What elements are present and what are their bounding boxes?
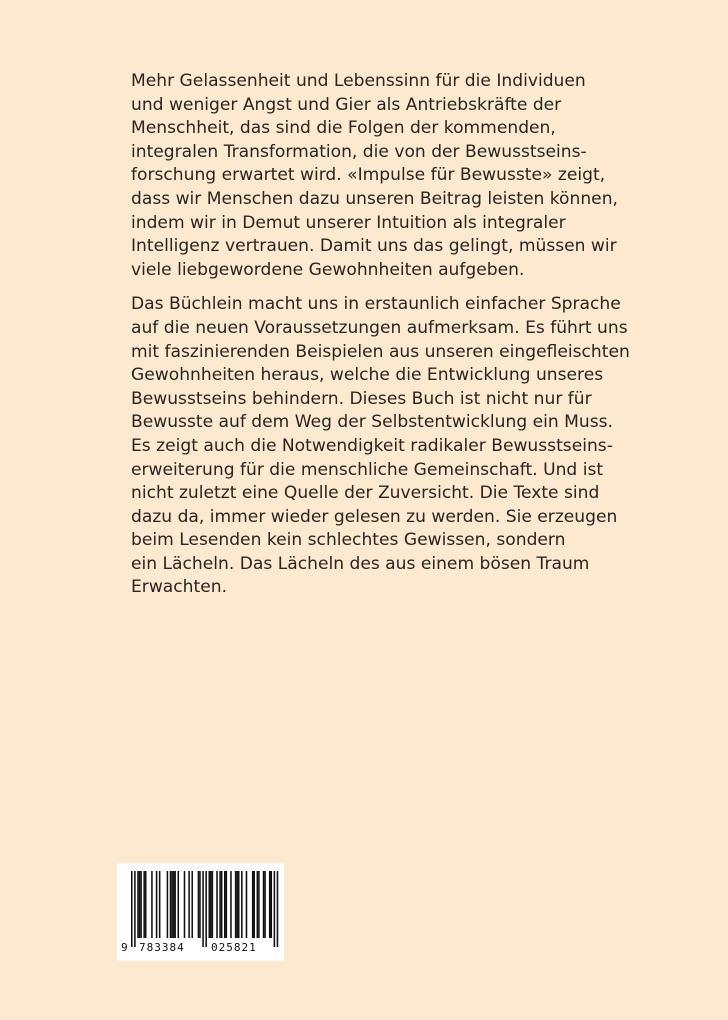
barcode-bar bbox=[178, 871, 180, 938]
blurb-line: dazu da, immer wieder gelesen zu werden. Sie erzeugen bbox=[131, 506, 618, 527]
barcode-bar bbox=[198, 871, 200, 938]
barcode-left-digits: 783384 bbox=[139, 941, 185, 954]
barcode-bar bbox=[241, 871, 243, 938]
blurb-line: nicht zuletzt eine Quelle der Zuversicht. Die Texte sind bbox=[131, 483, 600, 504]
barcode-bar bbox=[139, 871, 141, 938]
barcode-bar bbox=[236, 871, 238, 938]
blurb-line: Erwachten. bbox=[131, 577, 228, 598]
barcode-bar bbox=[238, 871, 240, 938]
barcode-bar bbox=[226, 871, 228, 938]
barcode-bar bbox=[140, 871, 142, 938]
barcode-bar bbox=[221, 871, 223, 938]
barcode-bar bbox=[151, 871, 153, 938]
blurb-paragraph-1 bbox=[131, 70, 618, 282]
barcode-bar bbox=[210, 871, 212, 938]
barcode-bar bbox=[188, 871, 190, 938]
barcode-bar bbox=[271, 871, 273, 938]
barcode-bar bbox=[246, 871, 248, 938]
barcode-bar bbox=[156, 871, 158, 938]
blurb-line: auf die neuen Voraussetzungen aufmerksam. Es führt uns bbox=[131, 317, 628, 338]
barcode-bar bbox=[253, 871, 255, 938]
barcode-bar bbox=[209, 871, 211, 938]
barcode-bar bbox=[216, 871, 218, 938]
barcode-bar bbox=[184, 871, 186, 938]
blurb-line: Bewusstseins behindern. Dieses Buch ist nicht nur für bbox=[131, 388, 592, 409]
blurb-line: Gewohnheiten heraus, welche die Entwicklung unseres bbox=[131, 365, 604, 386]
blurb-line: und weniger Angst und Gier als Antriebskräfte der bbox=[131, 94, 562, 115]
barcode-right-digits: 025821 bbox=[211, 941, 257, 954]
barcode-bar bbox=[131, 871, 133, 947]
blurb-line: Intelligenz vertrauen. Damit uns das gelingt, müssen wir bbox=[131, 236, 617, 257]
barcode-first-digit: 9 bbox=[121, 941, 129, 954]
barcode-bar bbox=[171, 871, 173, 938]
barcode-bar bbox=[277, 871, 279, 947]
barcode-bar bbox=[219, 871, 221, 938]
back-cover-blurb bbox=[131, 70, 630, 600]
barcode-bar bbox=[224, 871, 226, 938]
barcode-bar bbox=[212, 871, 214, 938]
barcode-bar bbox=[264, 871, 266, 938]
barcode-bar bbox=[145, 871, 147, 938]
blurb-line: Mehr Gelassenheit und Lebenssinn für die Individuen bbox=[131, 71, 586, 91]
blurb-line: forschung erwartet wird. «Impulse für Bewusste» zeigt, bbox=[131, 165, 606, 186]
barcode-bar bbox=[269, 871, 271, 938]
blurb-line: Das Büchlein macht uns in erstaunlich einfacher Sprache bbox=[131, 294, 621, 315]
barcode-bar bbox=[235, 871, 237, 938]
barcode-bar bbox=[167, 871, 169, 938]
barcode-bar bbox=[230, 871, 232, 938]
blurb-line: Bewusste auf dem Weg der Selbstentwicklung ein Muss. bbox=[131, 412, 613, 433]
barcode-bar bbox=[274, 871, 276, 947]
barcode-bar bbox=[137, 871, 139, 938]
barcode-bar bbox=[134, 871, 136, 947]
blurb-line: dass wir Menschen dazu unseren Beitrag leisten können, bbox=[131, 188, 618, 209]
barcode-bar bbox=[159, 871, 161, 938]
barcode-bar bbox=[252, 871, 254, 938]
blurb-paragraph-2 bbox=[131, 293, 630, 600]
barcode-bar bbox=[191, 871, 193, 938]
barcode-bar bbox=[205, 871, 207, 947]
barcode-bar bbox=[143, 871, 145, 938]
blurb-line: Menschheit, das sind die Folgen der kommenden, bbox=[131, 118, 556, 139]
blurb-line: mit faszinierenden Beispielen aus unseren eingefleischten bbox=[131, 341, 630, 362]
barcode-bar bbox=[174, 871, 176, 938]
blurb-line: integralen Transformation, die von der Bewusstseins- bbox=[131, 141, 587, 162]
blurb-line: indem wir in Demut unserer Intuition als integraler bbox=[131, 212, 566, 233]
barcode-bar bbox=[263, 871, 265, 938]
barcode-bar bbox=[173, 871, 175, 938]
blurb-line: viele liebgewordene Gewohnheiten aufgeben. bbox=[131, 259, 525, 280]
barcode-bar bbox=[199, 871, 201, 938]
blurb-line: Es zeigt auch die Notwendigkeit radikaler Bewusstseins- bbox=[131, 435, 613, 456]
blurb-line: erweiterung für die menschliche Gemeinschaft. Und ist bbox=[131, 459, 604, 480]
barcode-bar bbox=[258, 871, 260, 938]
blurb-line: beim Lesenden kein schlechtes Gewissen, sondern bbox=[131, 530, 566, 551]
blurb-line: ein Lächeln. Das Lächeln des aus einem bösen Traum bbox=[131, 553, 590, 574]
isbn-barcode bbox=[117, 863, 284, 961]
barcode-bar bbox=[257, 871, 259, 938]
barcode-bar bbox=[170, 871, 172, 938]
barcode-bar bbox=[202, 871, 204, 947]
